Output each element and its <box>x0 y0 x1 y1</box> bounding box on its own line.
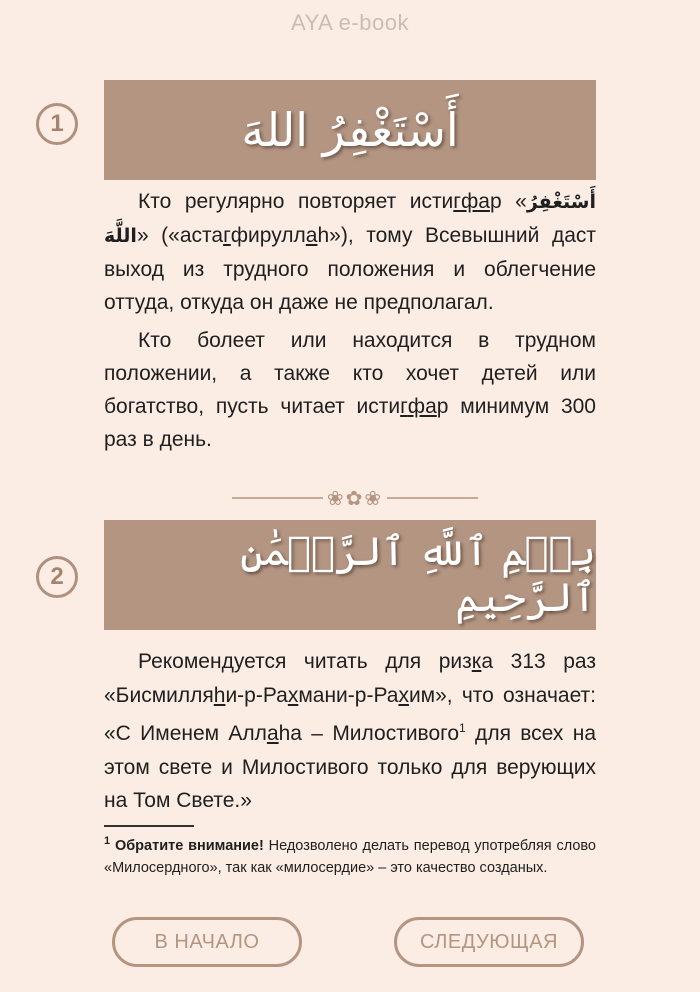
brand-logo: AYA e-book <box>291 10 409 35</box>
section-number-1: 1 <box>36 103 78 145</box>
flower-ornament-icon: ❀✿❀ <box>326 487 384 510</box>
banner-bismillah <box>104 520 596 630</box>
start-button[interactable]: В НАЧАЛО <box>112 917 302 967</box>
footnote: $^1$ Обратите внимание! Недозволено делать перевод употребляя слово «Милосердного», так как «милосердие» – это качество созданых. <box>104 835 596 876</box>
ornamental-divider <box>232 485 478 511</box>
section1-text <box>104 185 596 461</box>
banner-arabic-text: بِسۡمِ ٱللَّهِ ٱلرَّحۡمَٰنِ ٱلرَّحِيمِ <box>240 529 596 621</box>
banner-arabic-text: أَسْتَغْفِرُ اللهَ <box>241 103 459 157</box>
footnote-ref: 1 <box>459 721 466 735</box>
section-number-2: 2 <box>36 556 78 598</box>
next-button[interactable]: СЛЕДУЮЩАЯ <box>394 917 584 967</box>
banner-astaghfirullah <box>104 80 596 180</box>
paragraph-recommendation: Кто болеет или находится в трудном положении, а также кто хочет детей или богатство, пусть читает истигфар минимум 300 раз в день. <box>104 329 596 451</box>
paragraph-bismillah: Рекомендуется читать для ризка 313 раз «Бисмилляhи-р-Рахмани-р-Рахим», что означает: «С Именем Аллаhа – Милостивого$^1$ для всех на этом свете и Милостивого только для верующих на Том Свете.» <box>104 650 597 812</box>
inline-arabic: أَسْتَغْفِرُ اللَّهَ <box>104 191 596 247</box>
paragraph-istighfar: Кто регулярно повторяет истигфар «أَسْتَغْفِرُ اللَّهَ» («астагфируллаh»), тому Всевышний даст выход из трудного положения и облегчение оттуда, откуда он даже не предполагал. <box>104 190 596 314</box>
footnote-separator <box>104 825 194 827</box>
section2-text <box>104 645 596 823</box>
